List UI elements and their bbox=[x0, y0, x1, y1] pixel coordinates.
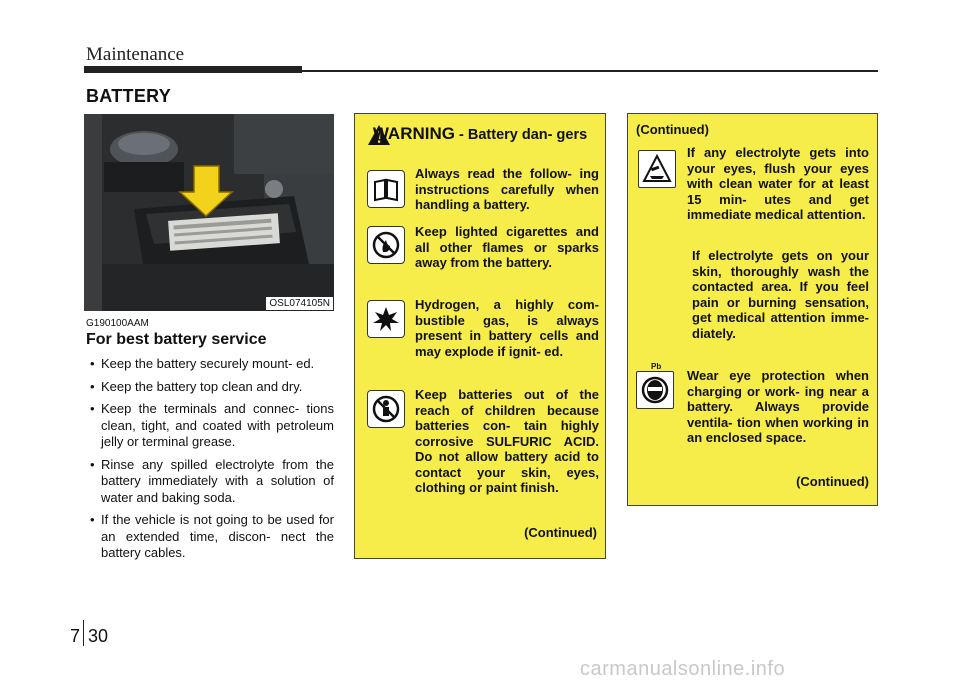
explosion-icon bbox=[367, 300, 405, 338]
engine-bay-illustration bbox=[84, 114, 334, 311]
pb-label: Pb bbox=[651, 362, 662, 371]
warning-text-children: Keep batteries out of the reach of children because batteries con- tain highly corrosive SULFURIC ACID. Do not allow battery acid to contact your skin, eyes, clothing or paint finish. bbox=[415, 387, 599, 495]
warning-word: WARNING bbox=[372, 124, 455, 143]
photo-caption: OSL074105N bbox=[266, 297, 333, 310]
eye-protection-text: Wear eye protection when charging or work- ing near a battery. Always provide ventila- tion when working in an enclosed space. bbox=[687, 368, 869, 445]
page-number: 30 bbox=[88, 626, 109, 646]
bullet-item: • Keep the terminals and connec- tions clean, tight, and coated with petroleum jelly or terminal grease. bbox=[86, 401, 334, 451]
battery-photo bbox=[84, 114, 334, 311]
header-title: Maintenance bbox=[86, 44, 185, 65]
acid-corrosive-icon bbox=[638, 150, 676, 188]
service-bullet-list bbox=[86, 356, 334, 568]
warning-text-hydrogen: Hydrogen, a highly com- bustible gas, is always present in battery cells and may explode if ignit- ed. bbox=[415, 297, 599, 359]
header-rule-thin bbox=[302, 70, 878, 72]
chapter-number: 7 bbox=[70, 626, 81, 646]
header-rule-thick bbox=[84, 66, 302, 73]
no-flames-icon bbox=[367, 226, 405, 264]
bullet-item: • If the vehicle is not going to be used for an extended time, discon- nect the battery cables. bbox=[86, 512, 334, 562]
continued-heading: (Continued) bbox=[636, 122, 709, 137]
warning-text-flames: Keep lighted cigarettes and all other flames or sparks away from the battery. bbox=[415, 224, 599, 270]
bullet-item: • Rinse any spilled electrolyte from the battery immediately with a solution of water and baking soda. bbox=[86, 457, 334, 507]
continued-panel bbox=[627, 113, 878, 506]
warning-panel bbox=[354, 113, 606, 559]
section-title: BATTERY bbox=[86, 86, 172, 106]
eye-protection-icon bbox=[636, 371, 674, 409]
keep-away-children-icon bbox=[367, 390, 405, 428]
warning-heading bbox=[355, 126, 605, 143]
watermark: carmanualsonline.info bbox=[580, 658, 786, 680]
page-number-divider bbox=[83, 620, 84, 646]
panel-continued: (Continued) bbox=[796, 474, 869, 489]
subsection-title: For best battery service bbox=[86, 331, 267, 348]
warning-title: - Battery dan- gers bbox=[459, 127, 588, 143]
eyes-instruction-text: If any electrolyte gets into your eyes, flush your eyes with clean water for at least 15 min- utes and get immediate medical attention. bbox=[687, 145, 869, 222]
warning-continued: (Continued) bbox=[524, 525, 597, 540]
skin-instruction-text: If electrolyte gets on your skin, thoroughly wash the contacted area. If you feel pain or burning sensation, get medical attention imme- diately. bbox=[692, 248, 869, 341]
bullet-item: • Keep the battery securely mount- ed. bbox=[86, 356, 334, 373]
section-code: G190100AAM bbox=[86, 318, 149, 329]
read-manual-icon bbox=[367, 170, 405, 208]
bullet-item: • Keep the battery top clean and dry. bbox=[86, 379, 334, 396]
warning-text-read: Always read the follow- ing instructions carefully when handling a battery. bbox=[415, 166, 599, 212]
